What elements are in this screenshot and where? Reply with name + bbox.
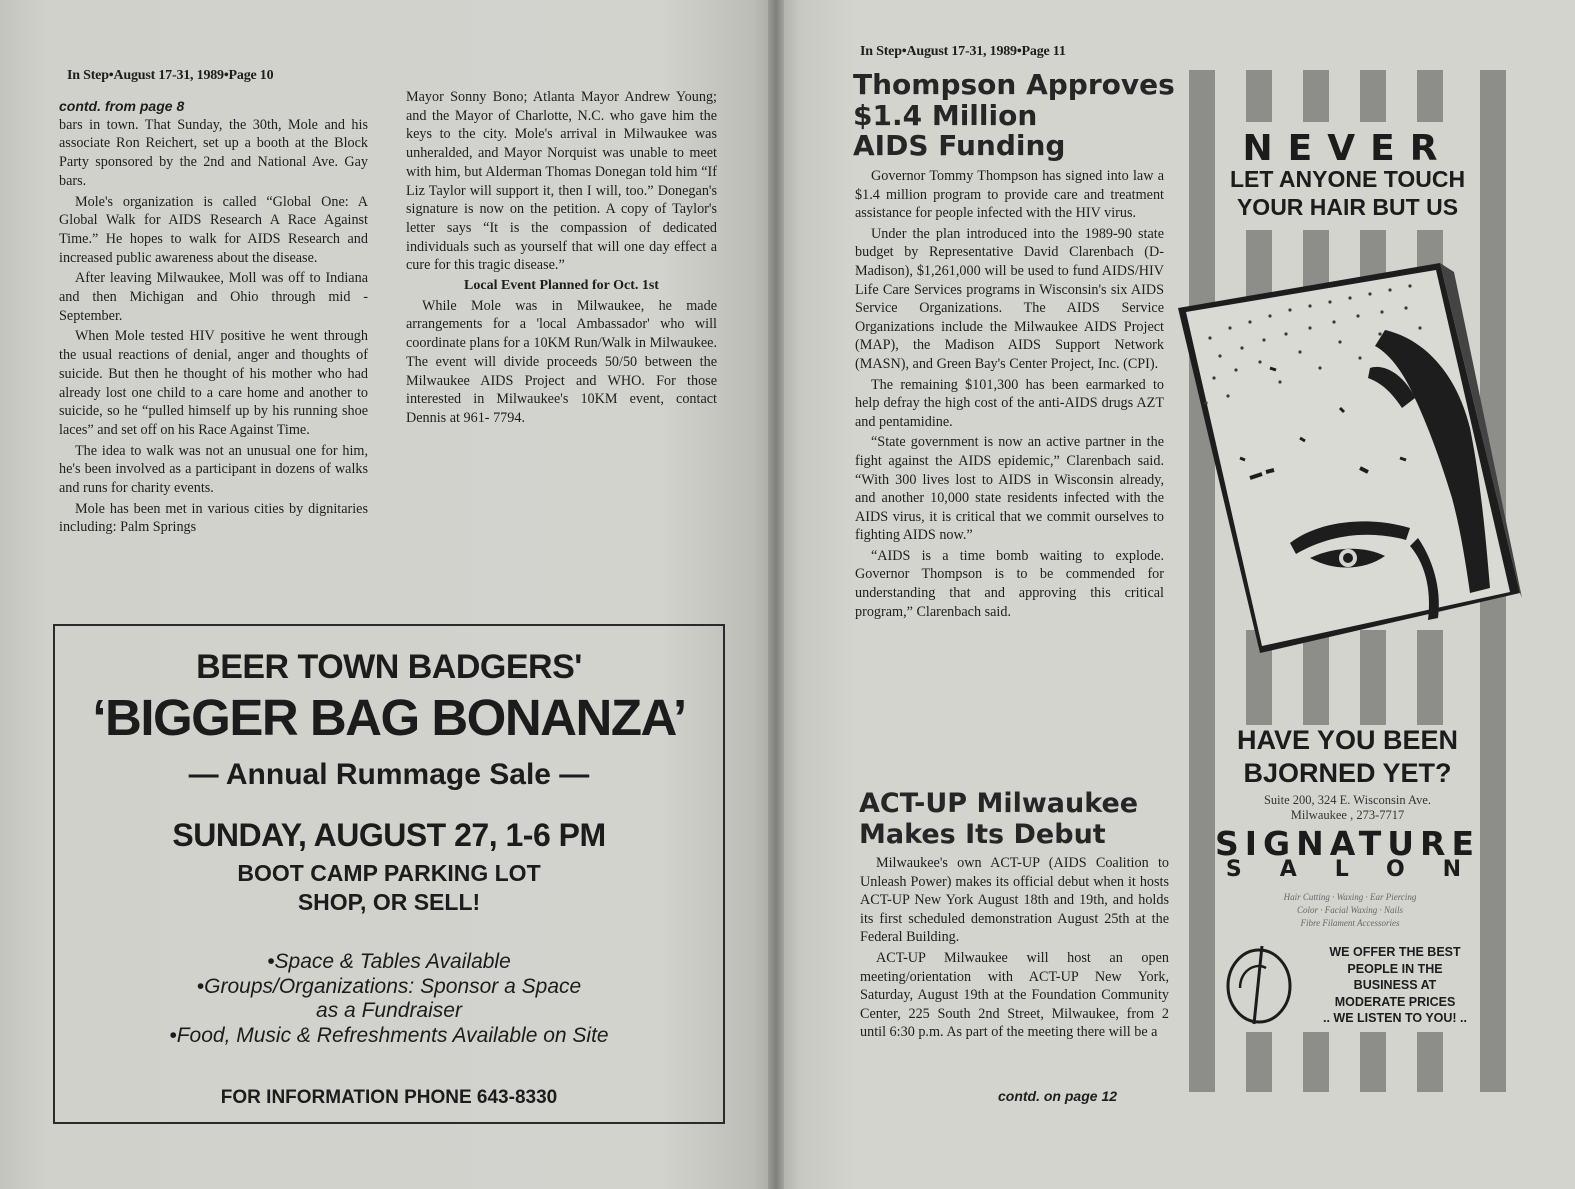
offer-line: PEOPLE IN THE — [1347, 961, 1443, 976]
question-line: HAVE YOU BEEN — [1236, 725, 1459, 755]
continued-from-note: contd. from page 8 — [59, 98, 185, 114]
address-line: Suite 200, 324 E. Wisconsin Ave. — [1263, 793, 1432, 807]
article-headline-2 — [859, 788, 1138, 850]
right-article-2-body — [860, 854, 1169, 1044]
ad-bullet-list — [55, 950, 723, 1048]
tagline-line: LET ANYONE TOUCH — [1229, 166, 1466, 192]
section-subhead: Local Event Planned for Oct. 1st — [464, 278, 659, 294]
article-paragraph: Mole's organization is called “Global One: A Global Walk for AIDS Research A Race Against Time.” He hopes to walk for AIDS Research and increased public awareness about the disease. — [59, 193, 368, 266]
ad-event-subtitle: — Annual Rummage Sale — — [188, 758, 590, 791]
book-gutter — [768, 0, 784, 1189]
article-paragraph: When Mole tested HIV positive he went through the usual reactions of denial, anger and thoughts of suicide. But then he thought of his mother who had already lost one child to a care home and another to suicide, so he “pulled himself up by his running shoe laces” and set off on his Race Against Time. — [59, 328, 368, 438]
headline-line: AIDS Funding — [853, 129, 1066, 162]
salon-name: SIGNATURE — [1215, 824, 1480, 863]
article-paragraph: ACT-UP Milwaukee will host an open meeting/orientation with ACT-UP New York, Saturday, August 19th at the Foundation Community Center, 225 South 2nd Street, Milwaukee, from 2 until 6:30 p.m. As part of the meeting there will be a — [860, 949, 1169, 1041]
article-headline — [853, 70, 1175, 162]
right-folio: In Step•August 17-31, 1989•Page 11 — [860, 44, 1066, 59]
ad-bullet: as a Fundraiser — [316, 999, 462, 1022]
salon-ad-question — [1189, 724, 1506, 790]
article-paragraph: Governor Tommy Thompson has signed into law a $1.4 million program to provide care and treatment assistance for people infected with the HIV virus. — [855, 168, 1164, 222]
ad-event-date: SUNDAY, AUGUST 27, 1-6 PM — [172, 817, 606, 853]
rummage-sale-ad — [53, 624, 725, 1124]
salon-address — [1189, 793, 1506, 823]
ad-bullet: •Food, Music & Refreshments Available on Site — [169, 1023, 609, 1047]
ad-bullet: •Groups/Organizations: Sponsor a Space — [196, 974, 582, 998]
offer-line: .. WE LISTEN TO YOU! .. — [1323, 1011, 1467, 1025]
article-paragraph: “AIDS is a time bomb waiting to explode. Governor Thompson is to be commended for understanding that and approving this critical program,” Clarenbach said. — [855, 547, 1164, 620]
article-paragraph: “State government is now an active partner in the fight against the AIDS epidemic,” Clarenbach said. “With 300 lives lost to AIDS in Wisconsin already, and another 10,000 state residents infected with the AIDS virus, it is critical that we commit ourselves to fighting AIDS now.” — [855, 434, 1164, 544]
headline-line: $1.4 Million — [853, 98, 1038, 132]
services-line: Color · Facial Waxing · Nails — [1297, 905, 1403, 915]
services-line: Fibre Filament Accessories — [1300, 918, 1400, 928]
ad-call-to-action: SHOP, OR SELL! — [297, 889, 481, 915]
salon-ad-tagline — [1189, 165, 1506, 221]
left-column-2 — [406, 88, 717, 430]
offer-line: WE OFFER THE BEST — [1329, 945, 1461, 959]
ad-bullet: •Space & Tables Available — [267, 950, 511, 973]
article-paragraph: While Mole was in Milwaukee, he made arrangements for a 'local Ambassador' who will coordinate plans for a 10KM Run/Walk in Milwaukee. The event will divide proceeds 50/50 between the Milwaukee AIDS Project and WHO. For those interested in Milwaukee's 10KM event, contact Dennis at 961- 7794. — [406, 297, 717, 426]
tagline-line: YOUR HAIR BUT US — [1236, 194, 1459, 220]
offer-line: BUSINESS AT — [1353, 978, 1437, 992]
left-column-1 — [59, 97, 368, 539]
article-paragraph: Under the plan introduced into the 1989-90 state budget by Representative David Clarenbach (D-Madison), $1,261,000 will be used to fund AIDS/HIV Life Care Services programs in Wisconsin's six AIDS Service Organizations. The AIDS Service Organizations include the Milwaukee AIDS Project (MAP), the Madison AIDS Support Network (MASN), and Green Bay's Center Project, Inc. (CPI). — [855, 225, 1164, 372]
article-paragraph: The remaining $101,300 has been earmarked to help defray the high cost of the anti-AIDS drugs AZT and pentamidine. — [855, 376, 1164, 430]
salon-name-2: SALON — [1225, 857, 1500, 882]
article-paragraph: bars in town. That Sunday, the 30th, Mole and his associate Ron Reichert, set up a booth at the Block Party sponsored by the 2nd and National Ave. Gay bars. — [59, 116, 368, 189]
address-line: Milwaukee , 273-7717 — [1290, 808, 1405, 822]
headline-line: Thompson Approves — [853, 68, 1175, 101]
article-paragraph: Milwaukee's own ACT-UP (AIDS Coalition to Unleash Power) makes its official debut when it hosts ACT-UP New York August 18th and 19th, and holds its first scheduled demonstration August 25th at the Federal Building. — [860, 855, 1169, 946]
headline-line: ACT-UP Milwaukee — [859, 788, 1139, 819]
salon-offer — [1318, 944, 1472, 1027]
ad-phone: FOR INFORMATION PHONE 643-8330 — [220, 1087, 558, 1108]
headline-line: Makes Its Debut — [859, 819, 1106, 850]
ad-organizer: BEER TOWN BADGERS' — [196, 648, 582, 686]
question-line: BJORNED YET? — [1243, 758, 1452, 788]
salon-services — [1240, 891, 1460, 930]
left-folio: In Step•August 17-31, 1989•Page 10 — [67, 68, 274, 83]
offer-line: MODERATE PRICES — [1334, 994, 1456, 1009]
article-paragraph: The idea to walk was not an unusual one for him, he's been involved as a participant in dozens of walks and runs for charity events. — [59, 442, 368, 497]
face-illustration — [1170, 258, 1525, 658]
salon-ad-headline: NEVER — [1242, 128, 1453, 169]
right-article-body — [855, 167, 1164, 623]
services-line: Hair Cutting · Waxing · Ear Piercing — [1283, 892, 1417, 902]
continued-on-note: contd. on page 12 — [998, 1088, 1118, 1104]
ad-event-location: BOOT CAMP PARKING LOT — [237, 860, 541, 886]
article-paragraph: Mayor Sonny Bono; Atlanta Mayor Andrew Young; and the Mayor of Charlotte, N.C. who gave him the keys to the city. Mole's arrival in Milwaukee was unheralded, and Mayor Norquist was unable to meet with him, but Alderman Thomas Donegan told him “If Liz Taylor will support it, then I will, too.” Donegan's signature is now on the petition. A copy of Taylor's letter says “It is the compassion of dedicated individuals such as yourself that will one day effect a cure for this tragic disease.” — [406, 89, 717, 274]
article-paragraph: Mole has been met in various cities by dignitaries including: Palm Springs — [59, 500, 368, 536]
article-paragraph: After leaving Milwaukee, Moll was off to Indiana and then Michigan and Ohio through mid - September. — [59, 270, 368, 324]
salon-logo-icon — [1226, 944, 1292, 1026]
ad-event-title: ‘BIGGER BAG BONANZA’ — [92, 689, 686, 746]
